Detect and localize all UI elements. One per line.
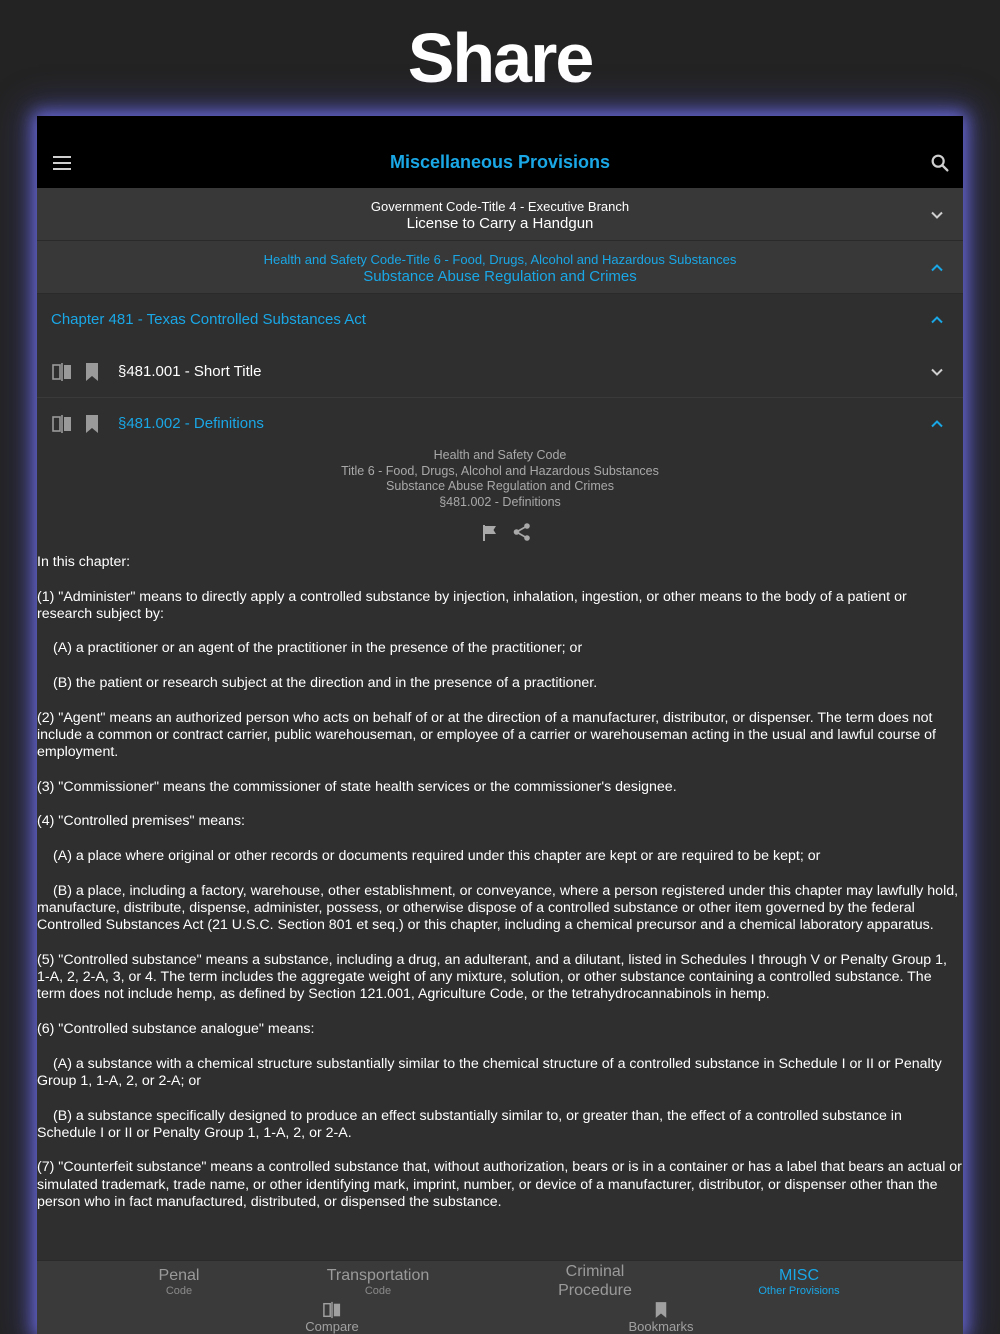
statute-subparagraph: (A) a place where original or other records or documents required under this chapter are kept or are required to be kept; or	[53, 848, 821, 865]
chapter-row[interactable]	[37, 294, 963, 346]
compare-icon[interactable]	[52, 362, 72, 382]
title-header-row-health-safety-code[interactable]	[37, 241, 963, 294]
chevron-up-icon[interactable]	[927, 258, 947, 278]
chevron-down-icon[interactable]	[927, 362, 947, 382]
tab-misc[interactable]	[739, 1266, 859, 1297]
compare-button[interactable]	[292, 1301, 372, 1334]
page-title: Miscellaneous Provisions	[389, 152, 611, 172]
bookmarks-button[interactable]	[616, 1301, 706, 1334]
meta-title: Title 6 - Food, Drugs, Alcohol and Hazardous Substances	[341, 463, 659, 478]
section-label: §481.001 - Short Title	[118, 363, 262, 380]
tab-sublabel: Other Provisions	[758, 1285, 840, 1297]
chevron-down-icon[interactable]	[927, 205, 947, 225]
statute-paragraph: In this chapter:	[37, 554, 131, 570]
statute-subparagraph: (B) a place, including a factory, warehouse, other establishment, or conveyance, where a person registered under this chapter may lawfully hold, manufacture, distribute, dispense, administer, possess, or otherwise dispose of a controlled substance or other item governed by the federal Controlled Substances Act (21 U.S.C. Section 801 et seq.) or this chapter, including a chemical precursor and a chemical laboratory apparatus.	[37, 882, 959, 934]
tab-transportation-code[interactable]	[308, 1266, 448, 1297]
meta-section: §481.002 - Definitions	[439, 494, 561, 509]
bookmarks-label: Bookmarks	[628, 1319, 694, 1334]
section-label: §481.002 - Definitions	[118, 415, 264, 432]
section-meta	[37, 448, 963, 510]
statute-paragraph: (3) "Commissioner" means the commissioner of state health services or the commissioner's designee.	[37, 778, 677, 795]
statute-paragraph: (1) "Administer" means to directly apply a controlled substance by injection, inhalation, ingestion, or other means to the body of a patient or research subject by:	[37, 588, 907, 622]
tab-sublabel: Code	[165, 1285, 193, 1297]
flag-icon[interactable]	[481, 524, 499, 542]
tab-label: MISC	[779, 1267, 819, 1284]
top-app-bar	[37, 116, 963, 188]
search-icon[interactable]	[929, 152, 951, 174]
section-row-481-002[interactable]	[37, 398, 963, 450]
meta-code: Health and Safety Code	[433, 448, 567, 462]
statute-paragraph: (7) "Counterfeit substance" means a controlled substance that, without authorization, bears or is in a container or has a label that bears an actual or simulated trademark, trade name, or other identifying mark, imprint, number, or device of a manufacturer, distributor, or dispenser other than the person who in fact manufactured, distributed, or dispensed the substance.	[37, 1159, 962, 1210]
compare-icon[interactable]	[52, 414, 72, 434]
statute-subparagraph: (B) a substance specifically designed to produce an effect substantially similar to, or greater than, the effect of a controlled substance in Schedule I or II or Penalty Group 1, 1-A, 2, or 2-A.	[37, 1107, 902, 1141]
header-row-line2: License to Carry a Handgun	[406, 215, 594, 232]
banner-title: Share	[407, 19, 593, 97]
header-row-line1: Government Code-Title 4 - Executive Branch	[370, 199, 630, 214]
tab-label: Transportation	[326, 1267, 430, 1284]
statute-subparagraph: (A) a practitioner or an agent of the practitioner in the presence of the practitioner; or	[53, 640, 583, 657]
tab-penal-code[interactable]	[129, 1266, 229, 1297]
statute-paragraph: (6) "Controlled substance analogue" means:	[37, 1021, 315, 1038]
section-row-481-001[interactable]	[37, 346, 963, 398]
tab-label: Penal	[158, 1267, 200, 1284]
bottom-tab-bar	[37, 1260, 963, 1334]
statute-paragraph: (4) "Controlled premises" means:	[37, 813, 245, 830]
chapter-label: Chapter 481 - Texas Controlled Substances Act	[51, 311, 366, 328]
statute-paragraph: (2) "Agent" means an authorized person who acts on behalf of or at the direction of a manufacturer, distributor, or dispenser. The term does not include a common or contract carrier, public warehouseman, or employee of a carrier or warehouseman acting in the usual and lawful course of employment.	[37, 709, 937, 761]
section-actions	[481, 522, 541, 544]
compare-label: Compare	[305, 1319, 359, 1334]
tab-label: Criminal Procedure	[558, 1263, 632, 1299]
statute-text	[37, 554, 963, 1229]
share-icon[interactable]	[512, 522, 532, 542]
bookmark-icon[interactable]	[84, 362, 100, 382]
chevron-up-icon[interactable]	[927, 310, 947, 330]
header-row-line1: Health and Safety Code-Title 6 - Food, Drugs, Alcohol and Hazardous Substances	[263, 252, 737, 267]
title-header-row-government-code[interactable]	[37, 188, 963, 241]
statute-paragraph: (5) "Controlled substance" means a substance, including a drug, an adulterant, and a dilutant, listed in Schedules I through V or Penalty Group 1, 1-A, 2, 2-A, 3, or 4. The term includes the aggregate weight of any mixture, solution, or other substance containing a controlled substance. The term does not include hemp, as defined by Section 121.001, Agriculture Code, or the tetrahydrocannabinols in hemp.	[37, 951, 947, 1003]
chevron-up-icon[interactable]	[927, 414, 947, 434]
tab-criminal-procedure[interactable]	[535, 1262, 655, 1300]
meta-subtitle: Substance Abuse Regulation and Crimes	[386, 479, 614, 493]
statute-subparagraph: (A) a substance with a chemical structure substantially similar to the chemical structure of a controlled substance in Schedule I or II or Penalty Group 1, 1-A, 2, or 2-A; or	[37, 1055, 942, 1089]
bookmark-icon[interactable]	[84, 414, 100, 434]
bookmark-icon	[654, 1301, 668, 1319]
header-row-line2: Substance Abuse Regulation and Crimes	[363, 268, 637, 285]
tab-sublabel: Code	[364, 1285, 392, 1297]
statute-subparagraph: (B) the patient or research subject at the direction and in the presence of a practitioner.	[53, 675, 598, 692]
compare-icon	[323, 1301, 341, 1319]
app-window	[37, 116, 963, 1334]
